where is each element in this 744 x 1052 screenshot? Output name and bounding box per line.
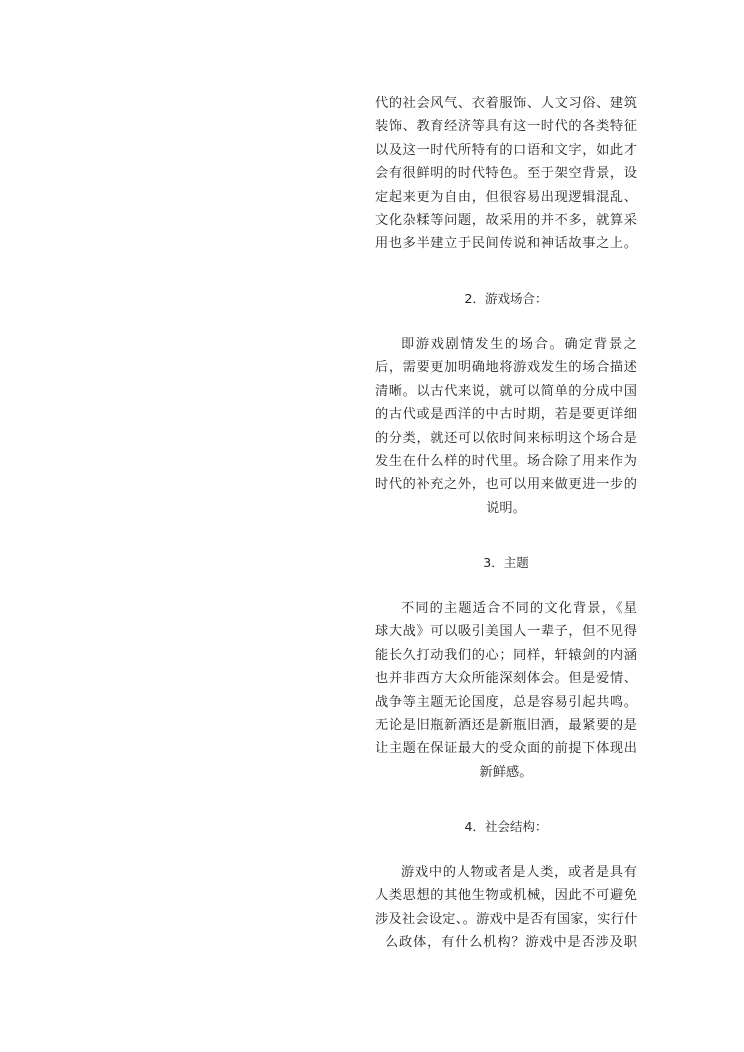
section-heading-social-structure: 4．社会结构： bbox=[464, 819, 548, 834]
paragraph-theme bbox=[375, 597, 637, 784]
text-line: 战争等主题无论国度，总是容易引起共鸣。 bbox=[375, 694, 637, 710]
text-line: 时代的补充之外，也可以用来做更进一步的 bbox=[375, 477, 637, 493]
paragraph-social-structure bbox=[375, 861, 637, 955]
text-line: 不同的主题适合不同的文化背景，《星 bbox=[401, 601, 637, 616]
text-line: 文化杂糅等问题，故采用的并不多，就算采 bbox=[375, 213, 637, 229]
text-line: 发生在什么样的时代里。场合除了用来作为 bbox=[375, 454, 637, 470]
text-line: 无论是旧瓶新酒还是新瓶旧酒，最紧要的是 bbox=[375, 718, 637, 734]
section-heading-game-setting: 2．游戏场合： bbox=[464, 291, 548, 306]
text-line: 会有很鲜明的时代特色。至于架空背景，设 bbox=[375, 166, 637, 182]
text-line: 用也多半建立于民间传说和神话故事之上。 bbox=[375, 236, 637, 252]
text-line: 人类思想的其他生物或机械，因此不可避免 bbox=[375, 888, 637, 904]
text-line: 也并非西方大众所能深刻体会。但是爱情、 bbox=[375, 671, 637, 687]
text-line: 游戏中的人物或者是人类，或者是具有 bbox=[401, 865, 637, 880]
section-heading-theme: 3．主题 bbox=[483, 555, 529, 570]
paragraph-era-background bbox=[375, 92, 637, 256]
text-line: 后，需要更加明确地将游戏发生的场合描述 bbox=[375, 360, 637, 376]
paragraph-game-setting bbox=[375, 333, 637, 520]
text-line: 新鲜感。 bbox=[479, 764, 533, 780]
text-line: 能长久打动我们的心；同样，轩辕剑的内涵 bbox=[375, 647, 637, 663]
text-line: 代的社会风气、衣着服饰、人文习俗、建筑 bbox=[375, 96, 637, 111]
text-line: 说明。 bbox=[486, 500, 526, 516]
text-line: 定起来更为自由，但很容易出现逻辑混乱、 bbox=[375, 189, 637, 205]
text-line: 以及这一时代所特有的口语和文字，如此才 bbox=[375, 142, 637, 158]
text-line: 涉及社会设定、。游戏中是否有国家，实行什 bbox=[375, 911, 637, 927]
text-line: 么政体，有什么机构？游戏中是否涉及职 bbox=[385, 935, 637, 951]
text-line: 球大战》可以吸引美国人一辈子，但不见得 bbox=[375, 624, 637, 640]
text-line: 装饰、教育经济等具有这一时代的各类特征 bbox=[375, 119, 637, 135]
text-line: 让主题在保证最大的受众面的前提下体现出 bbox=[375, 741, 637, 757]
text-line: 即游戏剧情发生的场合。确定背景之 bbox=[401, 337, 637, 352]
text-line: 的分类，就还可以依时间来标明这个场合是 bbox=[375, 430, 637, 446]
text-line: 的古代或是西洋的中古时期，若是要更详细 bbox=[375, 407, 637, 423]
text-line: 清晰。以古代来说，就可以简单的分成中国 bbox=[375, 383, 637, 399]
